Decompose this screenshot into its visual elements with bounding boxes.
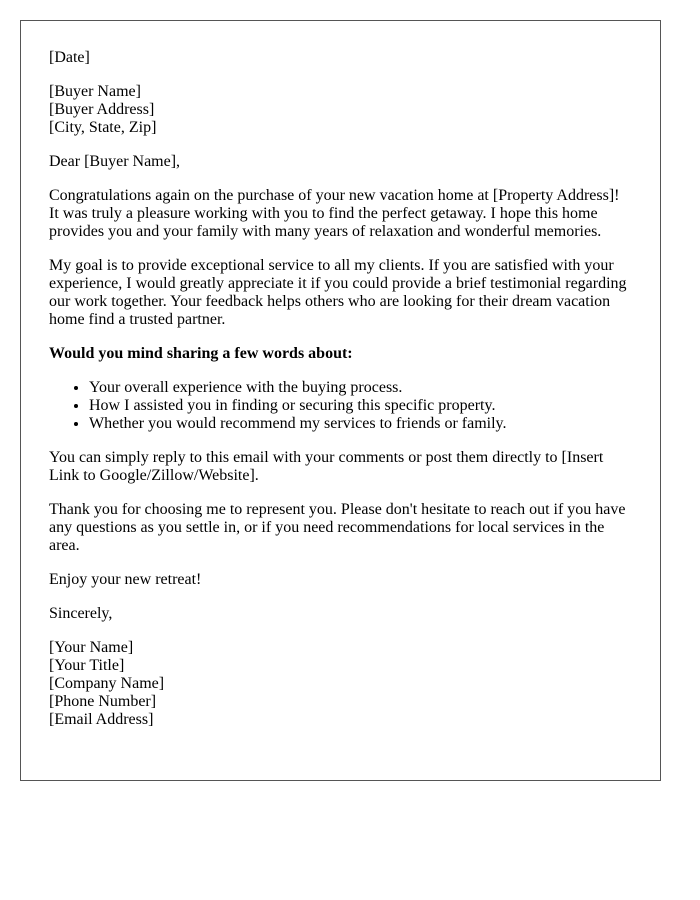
- closing: Sincerely,: [49, 605, 113, 622]
- signature-email: [Email Address]: [49, 711, 154, 728]
- recipient-address: [49, 83, 632, 137]
- signature-name: [Your Name]: [49, 639, 134, 656]
- list-item: • How I assisted you in finding or securing this specific property.: [89, 397, 632, 415]
- signature-block: [49, 639, 632, 729]
- signature-phone: [Phone Number]: [49, 693, 157, 710]
- list-item: • Your overall experience with the buying process.: [89, 379, 632, 397]
- question-heading: Would you mind sharing a few words about:: [49, 345, 353, 362]
- recipient-city: [City, State, Zip]: [49, 119, 157, 136]
- question-list: [49, 379, 632, 433]
- list-item: • Whether you would recommend my services to friends or family.: [89, 415, 632, 433]
- recipient-name: [Buyer Name]: [49, 83, 141, 100]
- paragraph-thanks: Thank you for choosing me to represent you. Please don't hesitate to reach out if you have any questions as you settle in, or if you need recommendations for local services in the area.: [49, 501, 626, 554]
- paragraph-congratulations: Congratulations again on the purchase of your new vacation home at [Property Address]! It was truly a pleasure working with you to find the perfect getaway. I hope this home provides you and your family with many years of relaxation and wonderful memories.: [49, 187, 620, 240]
- paragraph-reply: You can simply reply to this email with your comments or post them directly to [Insert Link to Google/Zillow/Website].: [49, 449, 604, 484]
- paragraph-goal: My goal is to provide exceptional service to all my clients. If you are satisfied with your experience, I would greatly appreciate it if you could provide a brief testimonial regarding our work together. Your feedback helps others who are looking for their dream vacation home find a trusted partner.: [49, 257, 627, 328]
- signature-company: [Company Name]: [49, 675, 165, 692]
- salutation: Dear [Buyer Name],: [49, 153, 181, 170]
- paragraph-enjoy: Enjoy your new retreat!: [49, 571, 202, 588]
- letter-date: [Date]: [49, 49, 90, 66]
- letter: [20, 20, 661, 781]
- signature-title: [Your Title]: [49, 657, 125, 674]
- recipient-street: [Buyer Address]: [49, 101, 155, 118]
